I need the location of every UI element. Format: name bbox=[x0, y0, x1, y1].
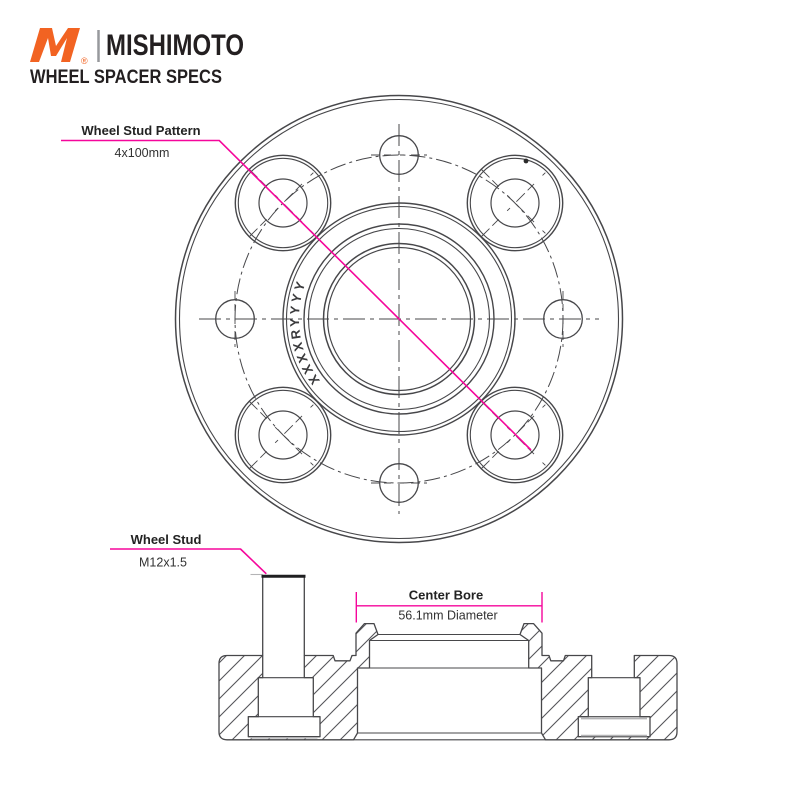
engraving-text: XXXXRYYYY bbox=[286, 276, 323, 388]
stud-pattern-value: 4x100mm bbox=[114, 146, 170, 160]
wheel-stud-shaft bbox=[262, 576, 306, 656]
header bbox=[30, 28, 244, 88]
spacer-section-view bbox=[110, 549, 677, 740]
page-subtitle: WHEEL SPACER SPECS bbox=[30, 67, 222, 88]
reference-dot bbox=[524, 159, 529, 164]
section-left-block bbox=[219, 624, 378, 740]
center-bore-label: Center Bore bbox=[408, 587, 484, 603]
wheel-stud-leader-line bbox=[110, 549, 266, 574]
registered-mark: ® bbox=[81, 56, 88, 66]
wheel-stud-value: M12x1.5 bbox=[139, 555, 187, 570]
section-right-block bbox=[520, 624, 677, 740]
brand-name: MISHIMOTO bbox=[106, 29, 244, 62]
spacer-top-view bbox=[61, 96, 623, 543]
mishimoto-m-icon bbox=[30, 28, 88, 66]
stud-pattern-label: Wheel Stud Pattern bbox=[81, 123, 201, 138]
wheel-stud-label: Wheel Stud bbox=[130, 532, 202, 547]
center-bore-value: 56.1mm Diameter bbox=[398, 608, 498, 623]
